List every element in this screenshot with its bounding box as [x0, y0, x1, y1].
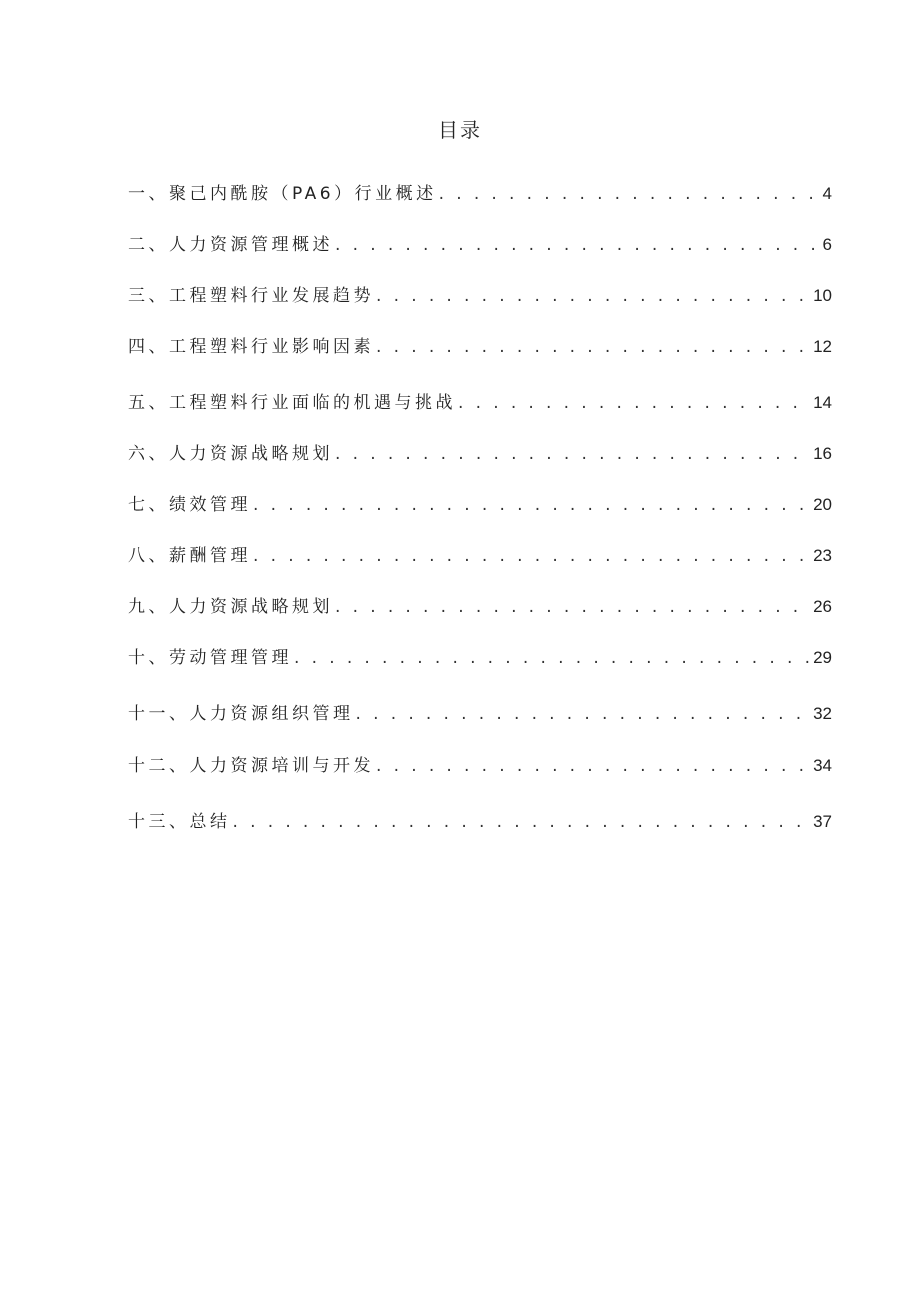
- toc-dot-leader: [335, 595, 809, 619]
- toc-dot-leader: [294, 646, 809, 670]
- toc-entry-page: 29: [813, 648, 832, 667]
- toc-dot-leader: [335, 233, 819, 257]
- toc-entry-label: 一、聚己内酰胺（PA6）行业概述: [128, 184, 437, 204]
- toc-dot-leader: [233, 810, 810, 834]
- toc-entry-page: 32: [813, 704, 832, 723]
- toc-entry-label: 十、劳动管理管理: [128, 648, 292, 668]
- toc-entry-page: 14: [813, 393, 832, 412]
- toc-title: 目录: [438, 118, 482, 142]
- toc-entry-page: 23: [813, 546, 832, 565]
- toc-entry[interactable]: [128, 389, 832, 415]
- toc-dot-leader: [439, 182, 819, 206]
- toc-entry[interactable]: [128, 593, 832, 619]
- toc-entry-page: 12: [813, 337, 832, 356]
- toc-entry[interactable]: [128, 180, 832, 206]
- toc-dot-leader: [356, 702, 810, 726]
- toc-entry-page: 16: [813, 444, 832, 463]
- toc-entry[interactable]: [128, 333, 832, 359]
- toc-entry-page: 34: [813, 756, 832, 775]
- toc-entry[interactable]: [128, 752, 832, 778]
- toc-entry-label: 四、工程塑料行业影响因素: [128, 337, 374, 357]
- toc-entry-label: 九、人力资源战略规划: [128, 597, 333, 617]
- toc-entry[interactable]: [128, 491, 832, 517]
- toc-entry-label: 二、人力资源管理概述: [128, 235, 333, 255]
- toc-entry-page: 26: [813, 597, 832, 616]
- toc-entry-label: 三、工程塑料行业发展趋势: [128, 286, 374, 306]
- toc-entry-label: 六、人力资源战略规划: [128, 444, 333, 464]
- toc-entry-label: 十二、人力资源培训与开发: [128, 756, 374, 776]
- toc-dot-leader: [253, 493, 809, 517]
- toc-dot-leader: [376, 754, 809, 778]
- toc-entry-page: 6: [822, 235, 832, 254]
- toc-entry-label: 十三、总结: [128, 812, 231, 832]
- toc-entry[interactable]: [128, 542, 832, 568]
- toc-dot-leader: [458, 391, 809, 415]
- toc-dot-leader: [376, 335, 809, 359]
- toc-dot-leader: [335, 442, 809, 466]
- toc-entry-page: 20: [813, 495, 832, 514]
- toc-entry-page: 4: [822, 184, 832, 203]
- toc-entry-page: 37: [813, 812, 832, 831]
- toc-entry-page: 10: [813, 286, 832, 305]
- toc-entry[interactable]: [128, 808, 832, 834]
- toc-entry[interactable]: [128, 644, 832, 670]
- toc-entry-label: 七、绩效管理: [128, 495, 251, 515]
- toc-entry[interactable]: [128, 282, 832, 308]
- toc-entry-label: 八、薪酬管理: [128, 546, 251, 566]
- toc-entry[interactable]: [128, 231, 832, 257]
- toc-dot-leader: [253, 544, 809, 568]
- toc-dot-leader: [376, 284, 809, 308]
- toc-entry[interactable]: [128, 440, 832, 466]
- toc-entry-label: 五、工程塑料行业面临的机遇与挑战: [128, 393, 456, 413]
- toc-entry[interactable]: [128, 700, 832, 726]
- toc-entry-label: 十一、人力资源组织管理: [128, 704, 354, 724]
